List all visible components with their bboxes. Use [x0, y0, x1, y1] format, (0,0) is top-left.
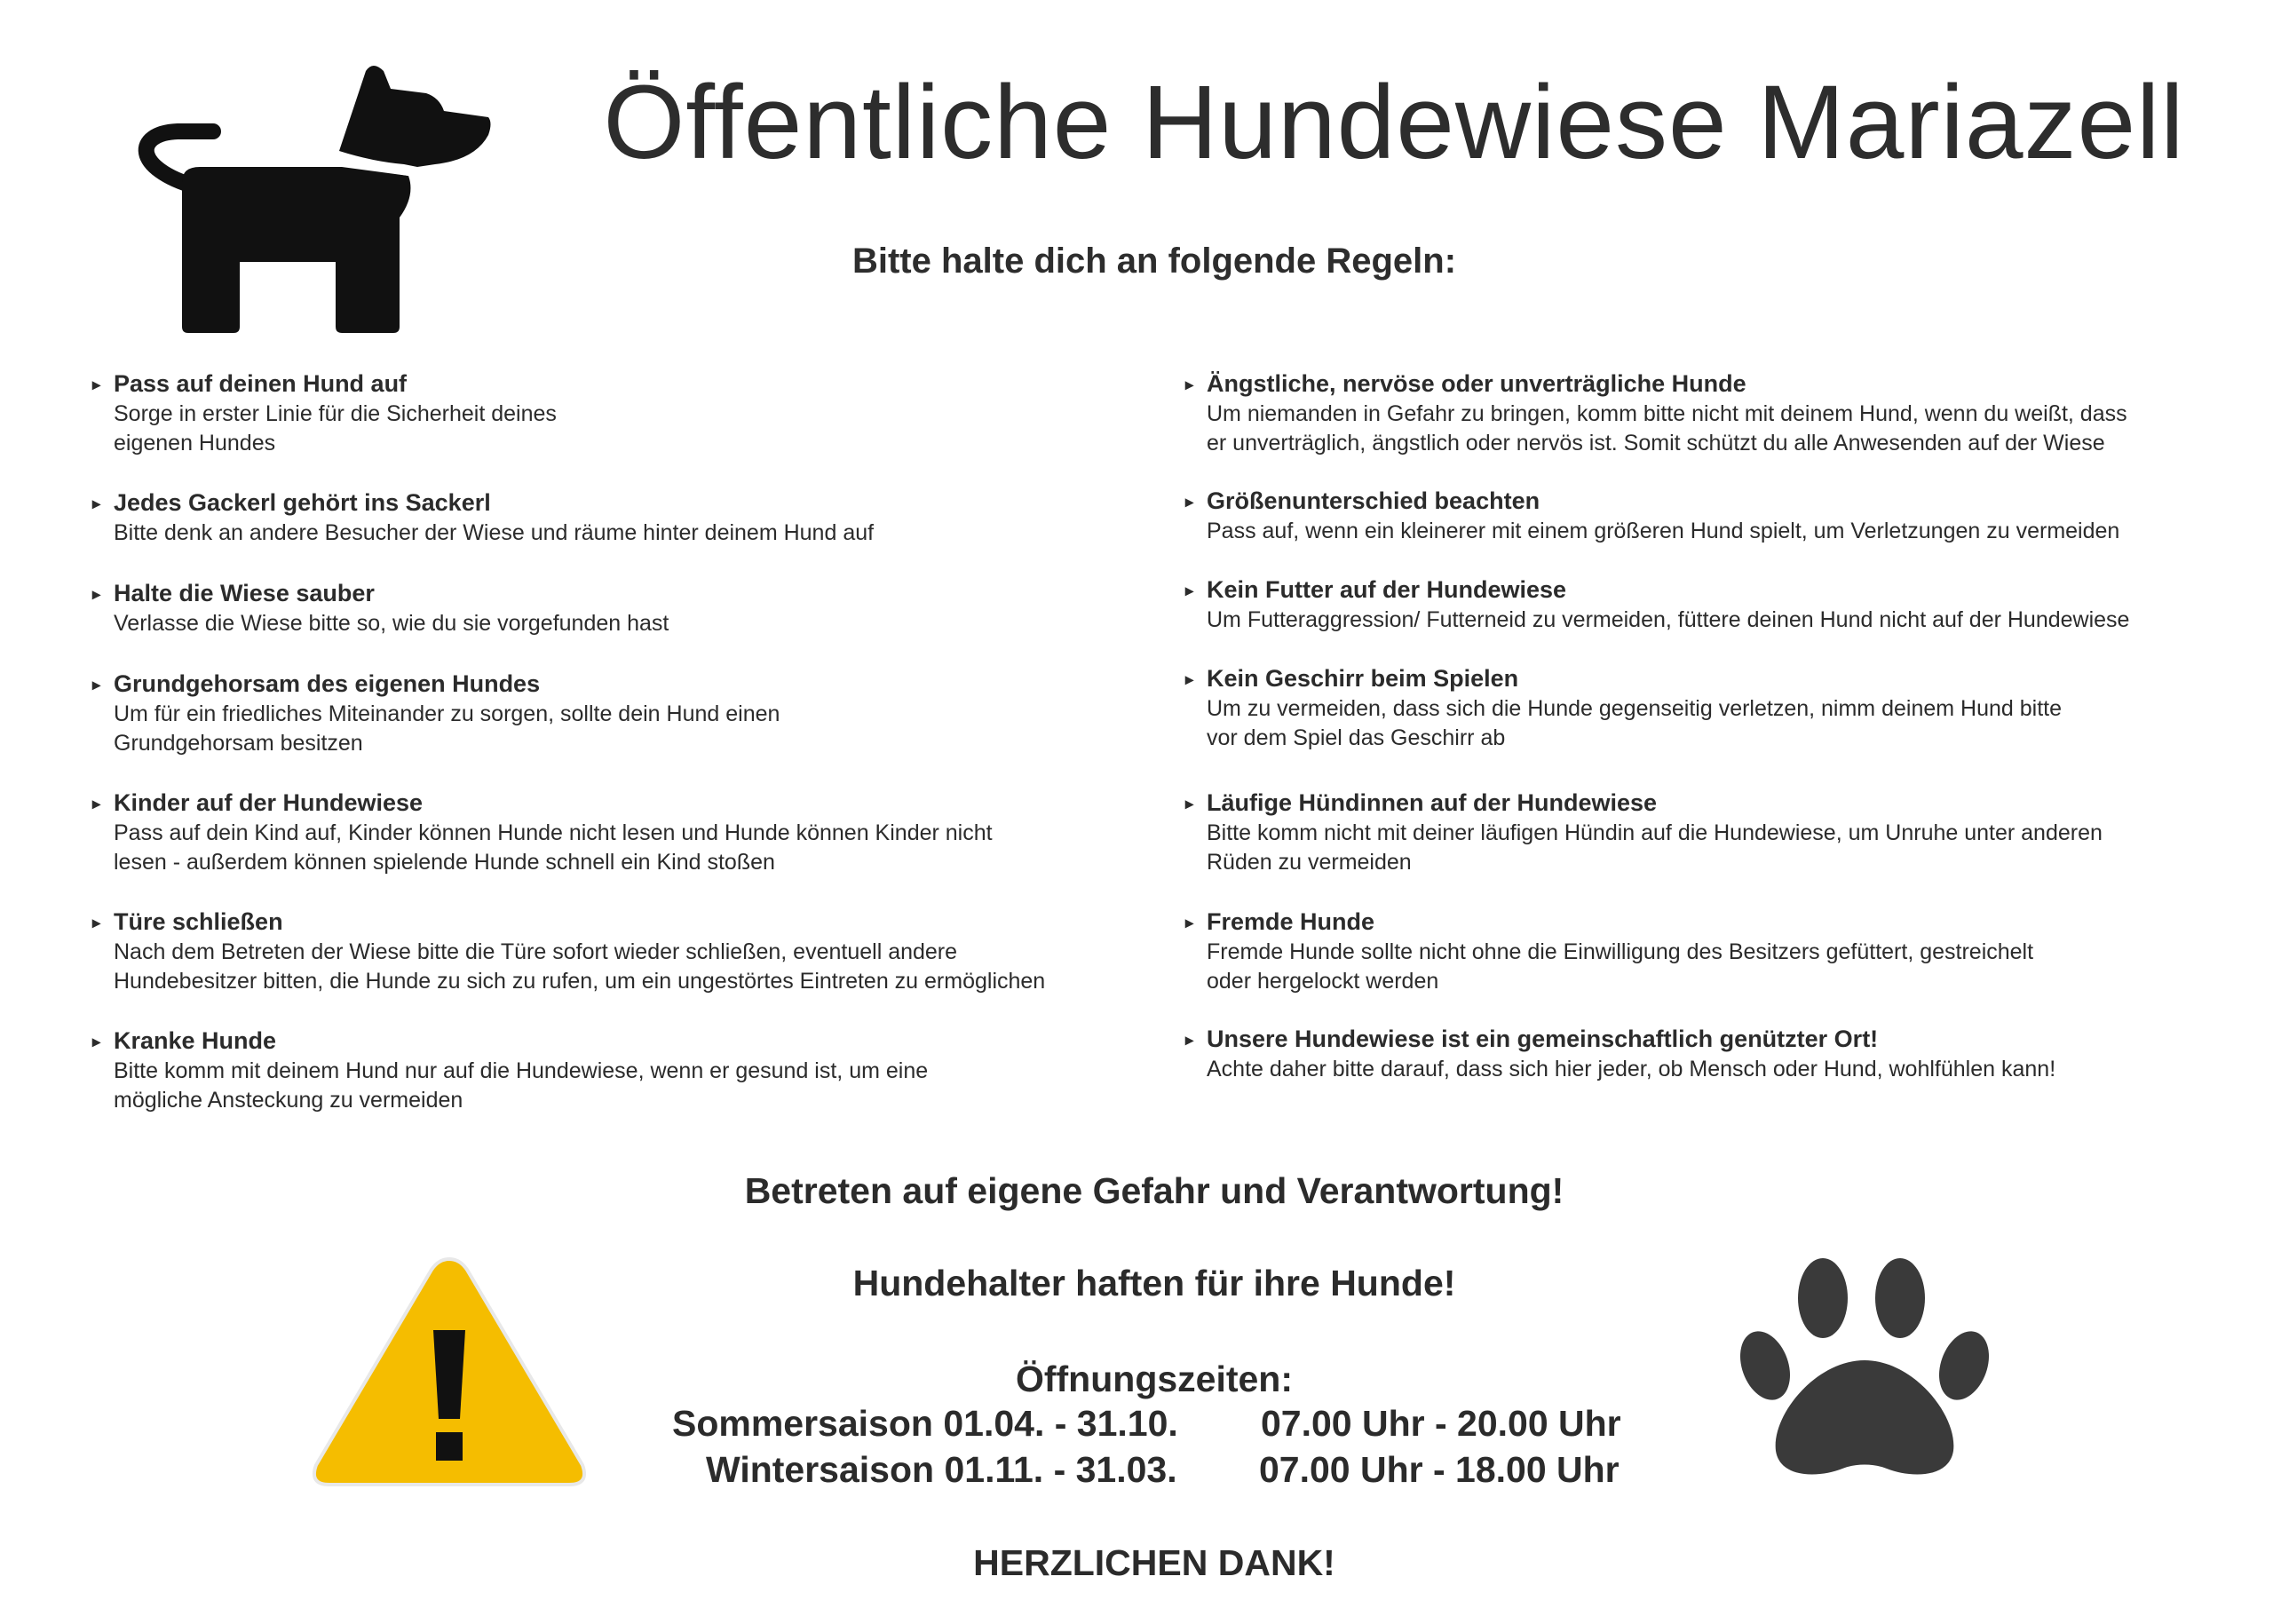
rule-text: Pass auf, wenn ein kleinerer mit einem größeren Hund spielt, um Verletzungen zu vermeiden — [1207, 519, 2120, 543]
rule-title: Jedes Gackerl gehört ins Sackerl — [114, 489, 491, 516]
rule-item — [92, 669, 780, 758]
rule-item — [1185, 788, 2103, 877]
rule-text: Um zu vermeiden, dass sich die Hunde gegenseitig verletzen, nimm deinem Hund bitte vor dem Spiel das Geschirr ab — [1207, 696, 2062, 750]
rule-text: Sorge in erster Linie für die Sicherheit deines eigenen Hundes — [114, 401, 557, 456]
rule-item — [1185, 907, 2033, 996]
bullet-icon: ▸ — [1185, 795, 1194, 812]
summer-season-time: 07.00 Uhr - 20.00 Uhr — [1261, 1403, 1621, 1444]
bullet-icon: ▸ — [1185, 376, 1194, 393]
rule-title: Türe schließen — [114, 908, 283, 935]
bullet-icon: ▸ — [1185, 493, 1194, 511]
rule-text: Nach dem Betreten der Wiese bitte die Türe sofort wieder schließen, eventuell andere Hundebesitzer bitten, die Hunde zu sich zu rufen, um ein ungestörtes Eintreten zu ermöglichen — [114, 939, 1046, 994]
bullet-icon: ▸ — [92, 914, 101, 931]
rule-title: Läufige Hündinnen auf der Hundewiese — [1207, 789, 1658, 816]
rule-text: Um Futteraggression/ Futterneid zu vermeiden, füttere deinen Hund nicht auf der Hundewiese — [1207, 607, 2130, 632]
rule-text: Pass auf dein Kind auf, Kinder können Hunde nicht lesen und Hunde können Kinder nicht lesen - außerdem können spielende Hunde schnell ein Kind stoßen — [114, 820, 993, 875]
rule-text: Um für ein friedliches Miteinander zu sorgen, sollte dein Hund einen Grundgehorsam besitzen — [114, 701, 780, 756]
bullet-icon: ▸ — [1185, 914, 1194, 931]
rule-text: Fremde Hunde sollte nicht ohne die Einwilligung des Besitzers gefüttert, gestreichelt oder hergelockt werden — [1207, 939, 2034, 994]
bullet-icon: ▸ — [1185, 670, 1194, 688]
rule-title: Größenunterschied beachten — [1207, 487, 1540, 514]
rule-text: Bitte komm nicht mit deiner läufigen Hündin auf die Hundewiese, um Unruhe unter anderen Rüden zu vermeiden — [1207, 820, 2103, 875]
bullet-icon: ▸ — [92, 495, 101, 512]
rule-item — [92, 907, 1045, 996]
rule-item — [1185, 1024, 2055, 1084]
bullet-icon: ▸ — [92, 676, 101, 693]
rule-item — [1185, 486, 2119, 546]
opening-hours-title: Öffnungszeiten: — [1015, 1359, 1294, 1399]
rule-text: Achte daher bitte darauf, dass sich hier jeder, ob Mensch oder Hund, wohlfühlen kann! — [1207, 1057, 2056, 1081]
bullet-icon: ▸ — [1185, 1031, 1194, 1049]
rule-title: Kranke Hunde — [114, 1027, 277, 1054]
bullet-icon: ▸ — [92, 795, 101, 812]
rule-item — [1185, 574, 2129, 635]
dog-silhouette-icon — [133, 62, 506, 337]
risk-notice: Betreten auf eigene Gefahr und Verantwortung! — [744, 1170, 1564, 1211]
bullet-icon: ▸ — [92, 585, 101, 603]
rule-text: Bitte denk an andere Besucher der Wiese und räume hinter deinem Hund auf — [114, 520, 875, 545]
rule-item — [1185, 368, 2127, 458]
rule-item — [92, 1026, 928, 1115]
bullet-icon: ▸ — [92, 376, 101, 393]
summer-season-label: Sommersaison 01.04. - 31.10. — [672, 1403, 1178, 1444]
rule-title: Kein Futter auf der Hundewiese — [1207, 576, 1567, 603]
rule-text: Bitte komm mit deinem Hund nur auf die Hundewiese, wenn er gesund ist, um eine mögliche Ansteckung zu vermeiden — [114, 1058, 929, 1113]
rule-title: Ängstliche, nervöse oder unverträgliche Hunde — [1207, 370, 1746, 397]
rule-title: Kein Geschirr beim Spielen — [1207, 665, 1519, 692]
rule-text: Verlasse die Wiese bitte so, wie du sie vorgefunden hast — [114, 611, 669, 636]
bullet-icon: ▸ — [92, 1033, 101, 1050]
rule-title: Kinder auf der Hundewiese — [114, 789, 424, 816]
rule-item — [92, 487, 874, 548]
rule-title: Unsere Hundewiese ist ein gemeinschaftlich genützter Ort! — [1207, 1026, 1879, 1052]
paw-print-icon — [1740, 1256, 1991, 1481]
rule-title: Pass auf deinen Hund auf — [114, 370, 408, 397]
rule-text: Um niemanden in Gefahr zu bringen, komm bitte nicht mit deinem Hund, wenn du weißt, dass er unverträglich, ängstlich oder nervös ist. Somit schützt du alle Anwesenden auf der Wiese — [1207, 401, 2127, 456]
rule-title: Fremde Hunde — [1207, 908, 1375, 935]
warning-triangle-icon — [307, 1252, 591, 1492]
thanks-text: HERZLICHEN DANK! — [973, 1542, 1335, 1583]
rule-title: Halte die Wiese sauber — [114, 580, 375, 606]
rule-item — [92, 578, 669, 638]
liability-notice: Hundehalter haften für ihre Hunde! — [852, 1263, 1456, 1303]
rules-subtitle: Bitte halte dich an folgende Regeln: — [851, 242, 1457, 281]
rule-item — [1185, 663, 2062, 753]
bullet-icon: ▸ — [1185, 582, 1194, 599]
winter-season-time: 07.00 Uhr - 18.00 Uhr — [1259, 1449, 1620, 1490]
winter-season-label: Wintersaison 01.11. - 31.03. — [706, 1449, 1177, 1490]
page-title: Öffentliche Hundewiese Mariazell — [603, 64, 2185, 181]
rule-item — [92, 788, 993, 877]
rule-item — [92, 368, 557, 458]
rule-title: Grundgehorsam des eigenen Hundes — [114, 670, 541, 697]
